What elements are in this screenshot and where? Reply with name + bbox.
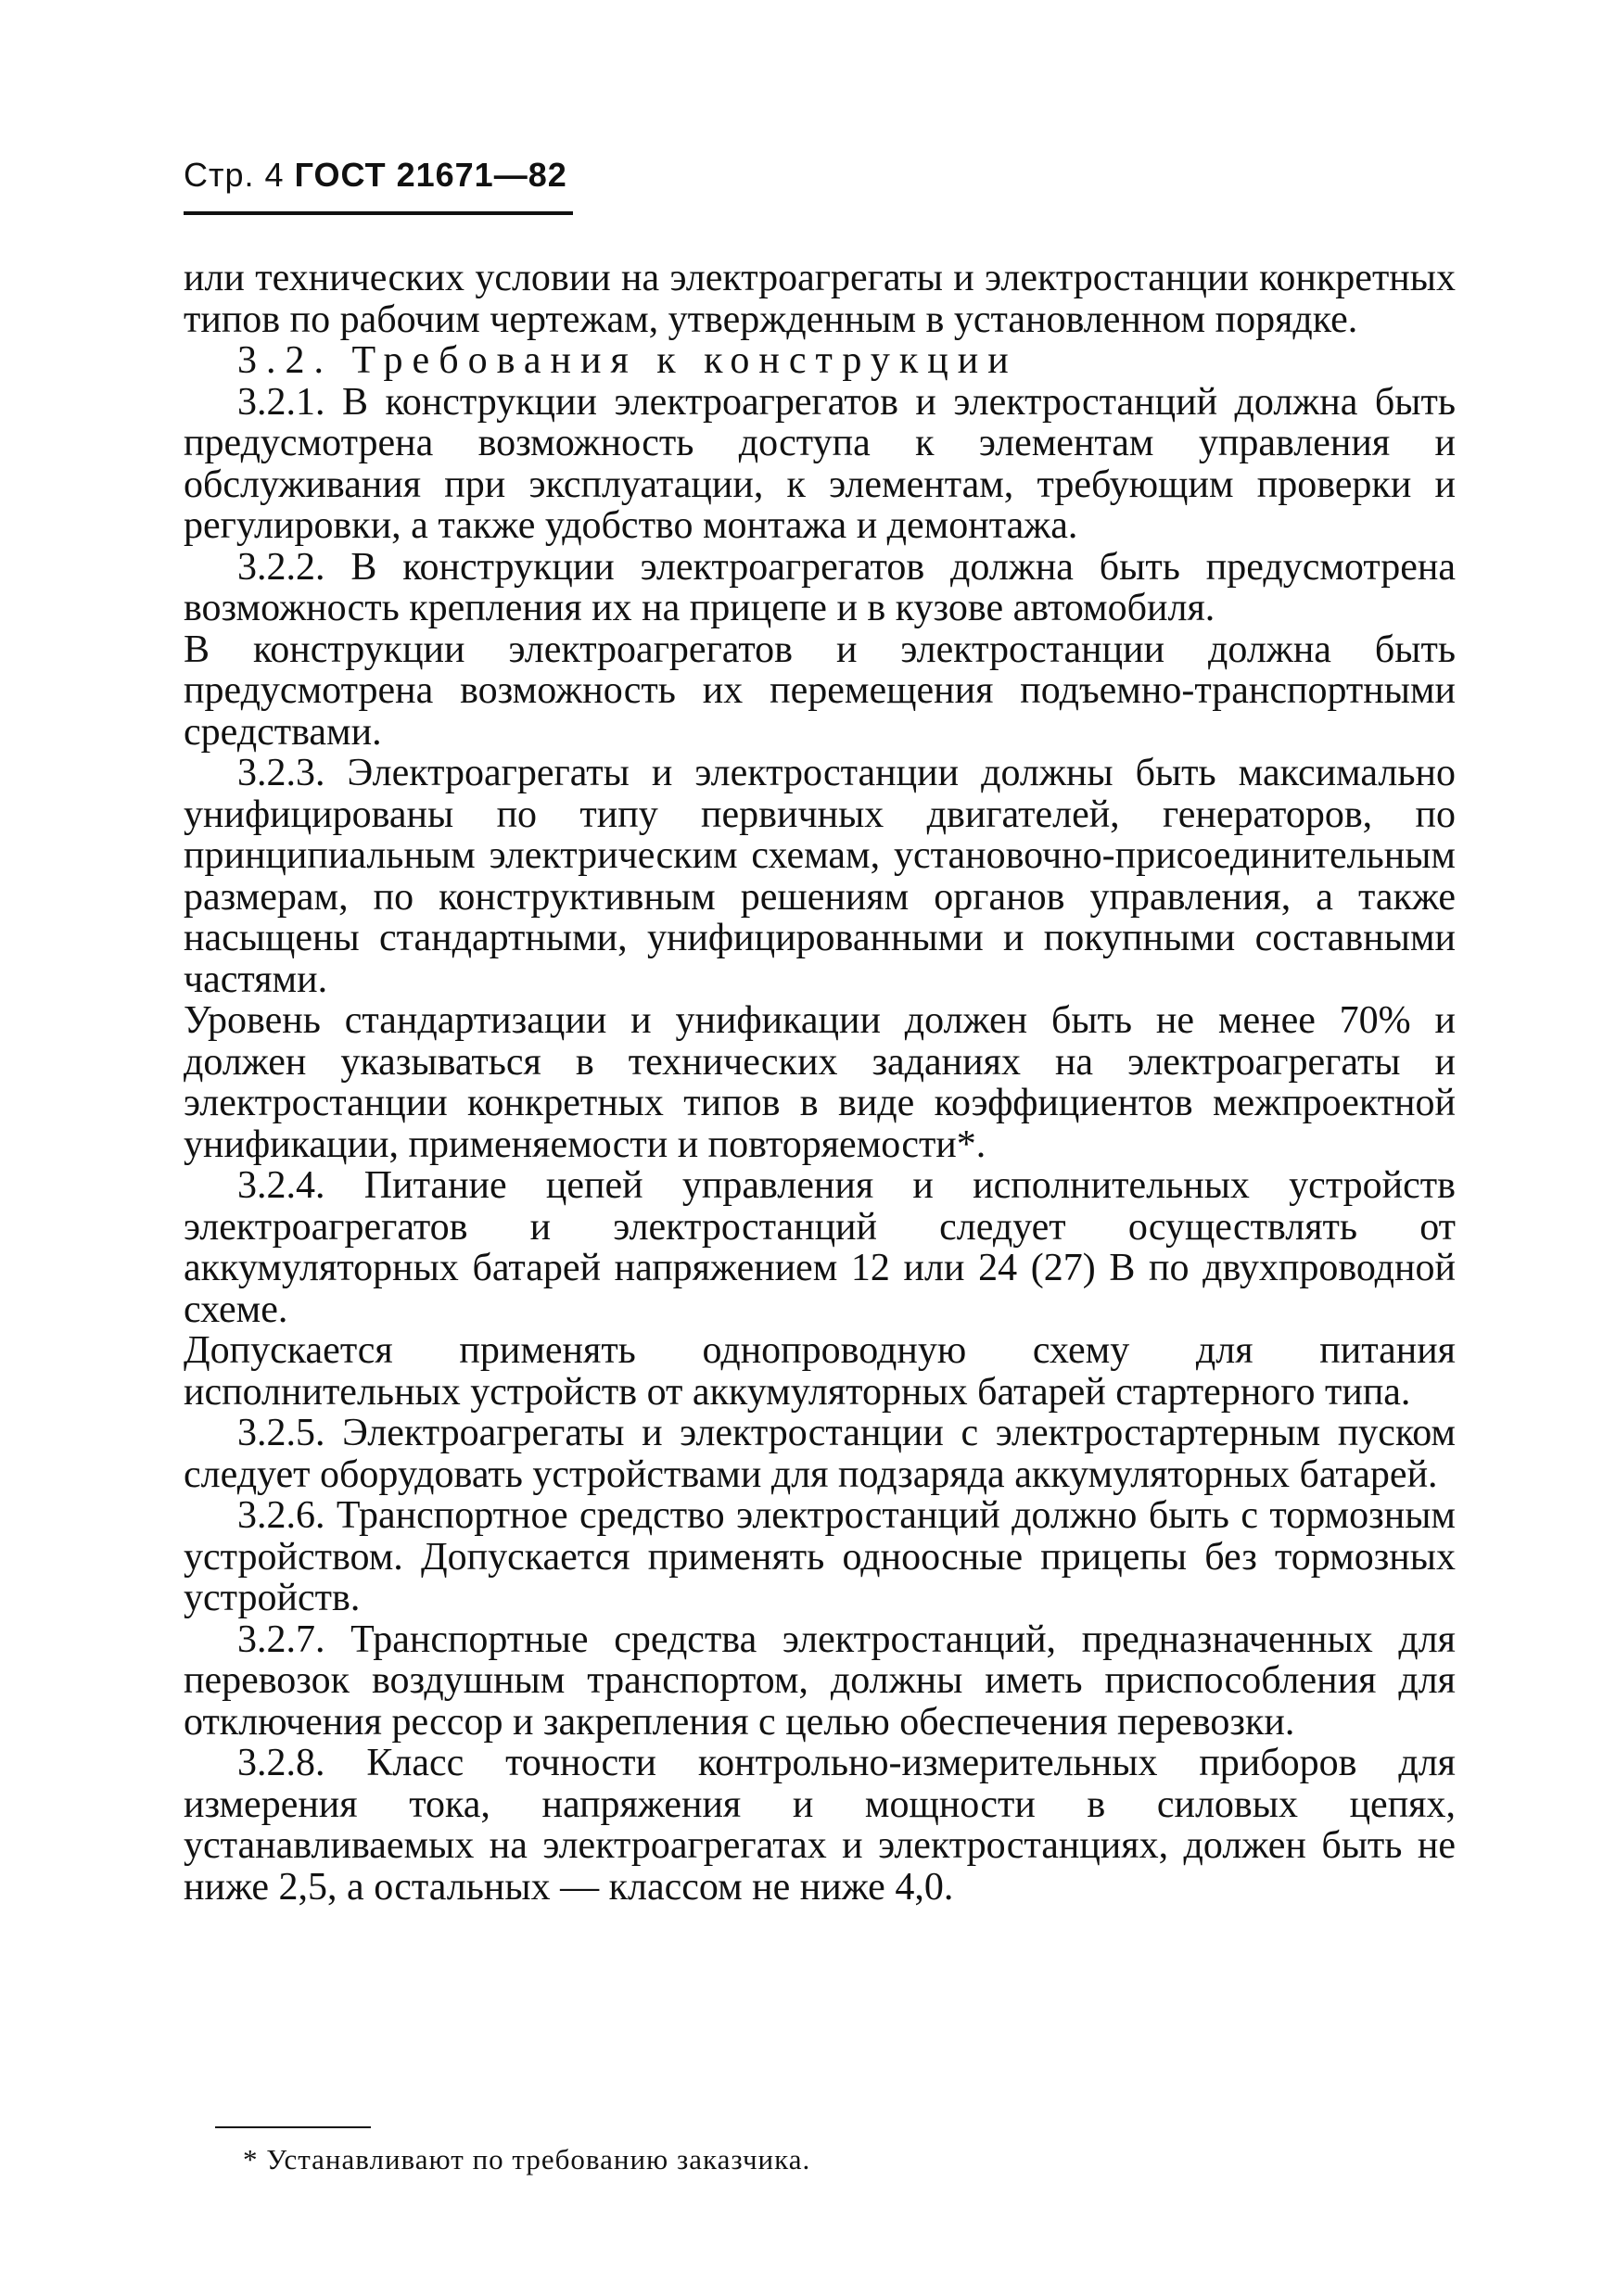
paragraph-continuation: или технических условии на электроагрегаты и электростанции конкретных типов по рабочим чертежам, утвержденным в установленном порядке.	[184, 257, 1456, 341]
footnote-divider	[215, 2126, 371, 2128]
document-code: ГОСТ 21671—82	[294, 156, 567, 194]
paragraph-3-2-3-note: Уровень стандартизации и унификации должен быть не менее 70% и должен указываться в технических заданиях на электроагрегаты и электростанции конкретных типов в виде коэффициентов межпроектной унификации, применяемости и повторяемости*.	[184, 999, 1456, 1166]
document-body	[184, 258, 1456, 1908]
page-header	[184, 156, 567, 195]
paragraph-3-2-3: 3.2.3. Электроагрегаты и электростанции должны быть максимально унифицированы по типу первичных двигателей, генераторов, по принципиальным электрическим схемам, установочно-присоединительным размерам, по конструктивным решениям органов управления, а также насыщены стандартными, унифицированными и покупными составными частями.	[184, 752, 1456, 1001]
page-number: Стр. 4	[184, 156, 285, 194]
paragraph-3-2-1: 3.2.1. В конструкции электроагрегатов и электростанций должна быть предусмотрена возможность доступа к элементам управления и обслуживания при эксплуатации, к элементам, требующим проверки и регулировки, а также удобство монтажа и демонтажа.	[184, 380, 1456, 547]
footnote: * Устанавливают по требованию заказчика.	[243, 2143, 811, 2175]
paragraph-3-2-4-note: Допускается применять однопроводную схему для питания исполнительных устройств от аккумуляторных батарей стартерного типа.	[184, 1329, 1456, 1414]
paragraph-3-2-5: 3.2.5. Электроагрегаты и электростанции с электростартерным пуском следует оборудовать устройствами для подзаряда аккумуляторных батарей.	[184, 1412, 1456, 1496]
paragraph-3-2-2: 3.2.2. В конструкции электроагрегатов должна быть предусмотрена возможность крепления их на прицепе и в кузове автомобиля.	[184, 545, 1456, 629]
paragraph-3-2-8: 3.2.8. Класс точности контрольно-измерительных приборов для измерения тока, напряжения и мощности в силовых цепях, устанавливаемых на электроагрегатах и электростанциях, должен быть не ниже 2,5, а остальных — классом не ниже 4,0.	[184, 1742, 1456, 1909]
paragraph-3-2-2-note: В конструкции электроагрегатов и электростанции должна быть предусмотрена возможность их перемещения подъемно-транспортными средствами.	[184, 628, 1456, 754]
paragraph-3-2-7: 3.2.7. Транспортные средства электростанций, предназначенных для перевозок воздушным транспортом, должны иметь приспособления для отключения рессор и закрепления с целью обеспечения перевозки.	[184, 1617, 1456, 1744]
section-heading: 3.2. Требования к конструкции	[237, 339, 1018, 382]
paragraph-3-2-6: 3.2.6. Транспортное средство электростанций должно быть с тормозным устройством. Допускается применять одноосные прицепы без тормозных устройств.	[184, 1494, 1456, 1619]
paragraph-3-2-4: 3.2.4. Питание цепей управления и исполнительных устройств электроагрегатов и электростанций следует осуществлять от аккумуляторных батарей напряжением 12 или 24 (27) В по двухпроводной схеме.	[184, 1164, 1456, 1331]
header-divider	[184, 211, 573, 215]
